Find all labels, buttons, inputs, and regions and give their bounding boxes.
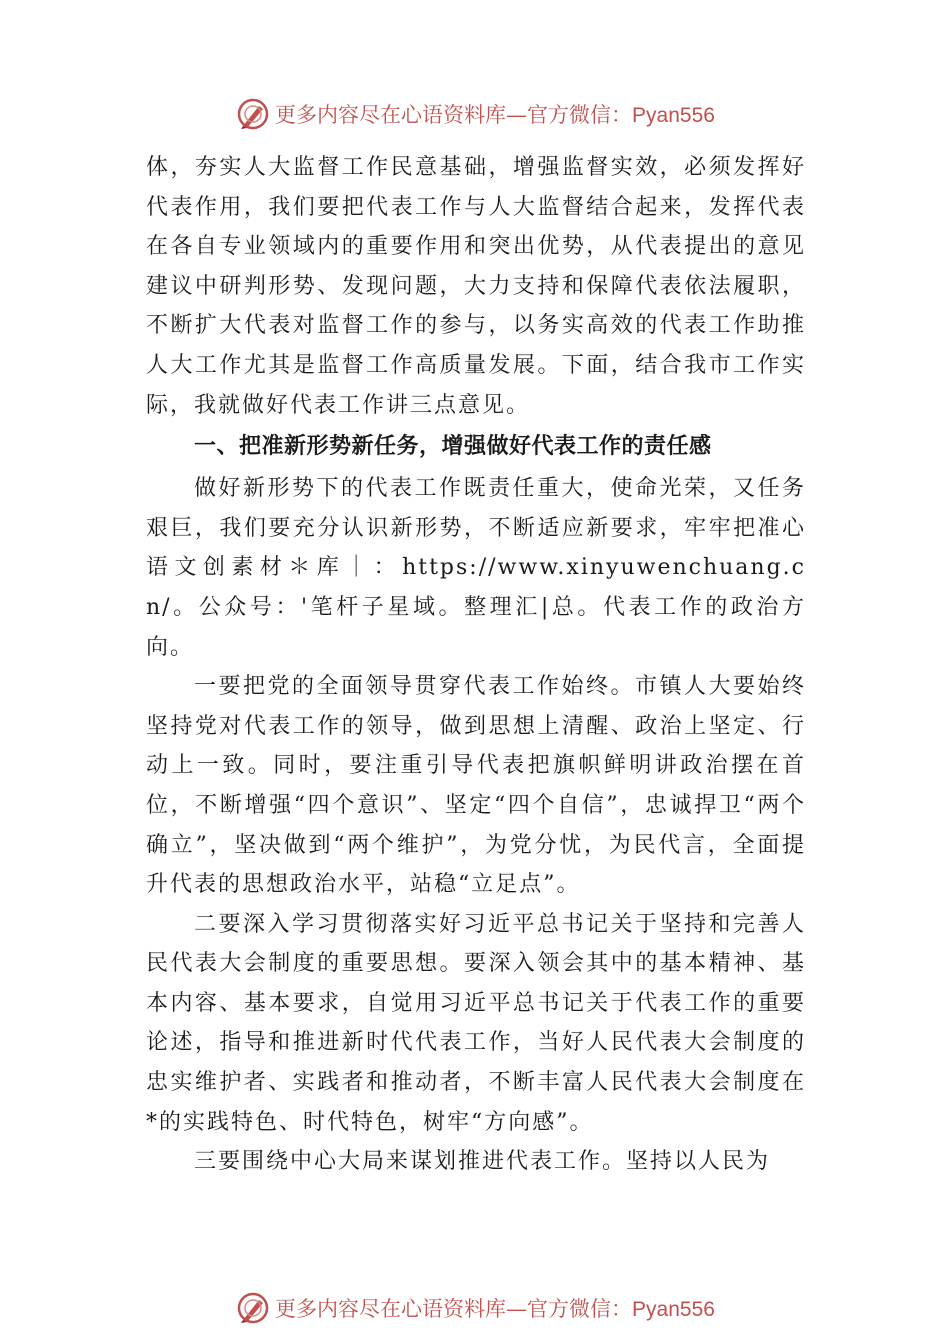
pen-logo-icon — [235, 96, 271, 132]
paragraph-3: 二要深入学习贯彻落实好习近平总书记关于坚持和完善人民代表大会制度的重要思想。要深入领会其中的基本精神、基本内容、基本要求，自觉用习近平总书记关于代表工作的重要论述，指导和推进新时代代表工作，当好人民代表大会制度的忠实维护者、实践者和推动者，不断丰富人民代表大会制度在*的实践特色、时代特色，树牢“方向感”。 — [146, 911, 806, 1135]
footer-banner-prefix: 更多内容尽在心语资料库—官方微信： — [275, 1297, 633, 1321]
pen-logo-icon — [235, 1290, 271, 1326]
footer-banner-text — [275, 1293, 715, 1323]
footer-wechat-id: Pyan556 — [632, 1298, 715, 1321]
document-body — [146, 148, 806, 1182]
paragraph-1: 做好新形势下的代表工作既责任重大，使命光荣，又任务艰巨，我们要充分认识新形势，不断适应新要求，牢牢把准心语文创素材＊库｜：https://www.xinyuwenchuang.cn/。公众号：'笔杆子星域。整理汇|总。代表工作的政治方向。 — [146, 476, 806, 660]
header-wechat-id: Pyan556 — [632, 104, 715, 127]
header-banner-prefix: 更多内容尽在心语资料库—官方微信： — [275, 103, 633, 127]
section-heading-1: 一、把准新形势新任务，增强做好代表工作的责任感 — [194, 434, 712, 460]
footer-banner — [0, 1288, 950, 1328]
paragraph-2: 一要把党的全面领导贯穿代表工作始终。市镇人大要始终坚持党对代表工作的领导，做到思想上清醒、政治上坚定、行动上一致。同时，要注重引导代表把旗帜鲜明讲政治摆在首位，不断增强“四个意识”、坚定“四个自信”，忠诚捍卫“两个确立”，坚决做到“两个维护”，为党分忧，为民代言，全面提升代表的思想政治水平，站稳“立足点”。 — [146, 674, 806, 898]
paragraph-intro: 体，夯实人大监督工作民意基础，增强监督实效，必须发挥好代表作用，我们要把代表工作与人大监督结合起来，发挥代表在各自专业领域内的重要作用和突出优势，从代表提出的意见建议中研判形势、发现问题，大力支持和保障代表依法履职，不断扩大代表对监督工作的参与，以务实高效的代表工作助推人大工作尤其是监督工作高质量发展。下面，结合我市工作实际，我就做好代表工作讲三点意见。 — [146, 155, 806, 418]
paragraph-4: 三要围绕中心大局来谋划推进代表工作。坚持以人民为 — [194, 1149, 771, 1175]
header-banner — [0, 94, 950, 134]
header-banner-text — [275, 99, 715, 129]
